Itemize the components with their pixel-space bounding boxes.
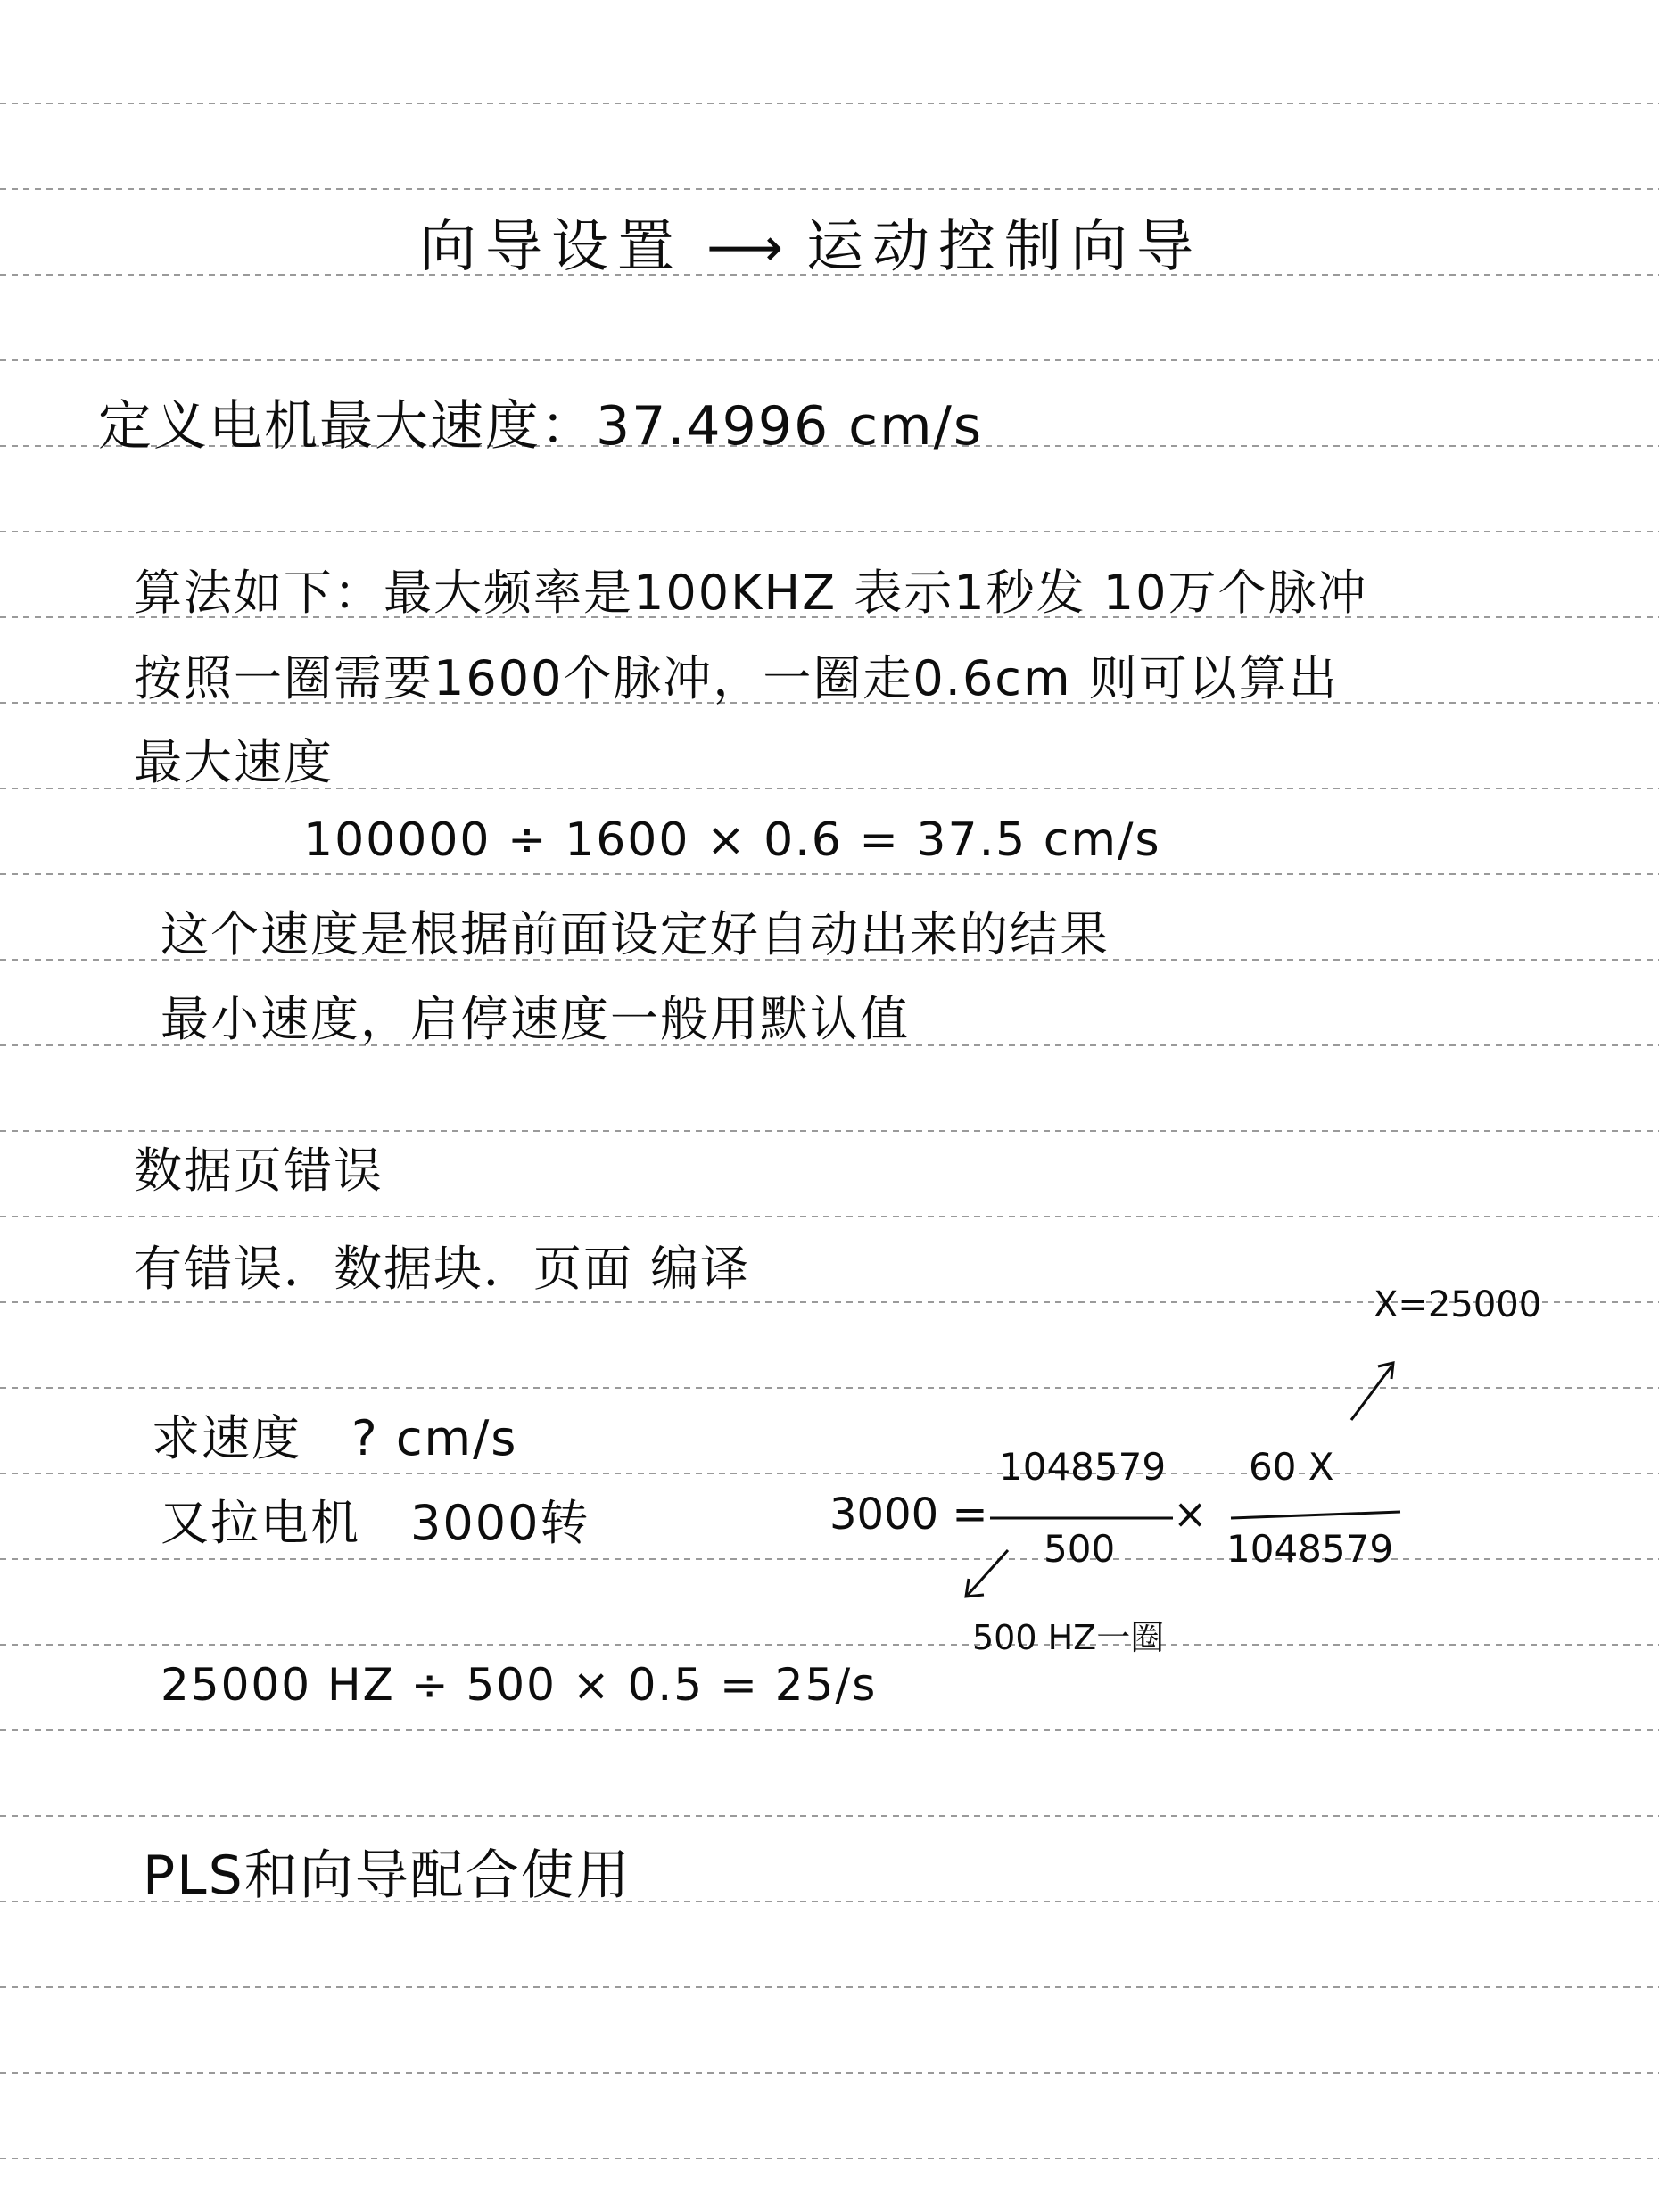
note-line-1: 这个速度是根据前面设定好自动出来的结果 — [161, 906, 1110, 962]
max-speed-definition: 定义电机最大速度：37.4996 cm/s — [98, 395, 984, 458]
frequency-note: 500 HZ一圈 — [972, 1618, 1165, 1657]
fraction-2-numerator: 60 X — [1249, 1445, 1334, 1489]
fraction-1-numerator: 1048579 — [999, 1445, 1167, 1489]
times-sign: × — [1173, 1490, 1208, 1538]
algorithm-line-1: 算法如下：最大频率是100KHZ 表示1秒发 10万个脉冲 — [134, 565, 1368, 621]
x-value: X=25000 — [1374, 1284, 1542, 1325]
error-heading: 数据页错误 — [134, 1143, 384, 1199]
page-title — [419, 201, 1202, 283]
find-speed-line: 求速度 ? cm/s — [152, 1410, 518, 1466]
algorithm-line-2: 按照一圈需要1600个脉冲，一圈走0.6cm 则可以算出 — [134, 650, 1339, 706]
fraction-1-denominator: 500 — [1044, 1527, 1116, 1571]
algorithm-line-3: 最大速度 — [134, 734, 334, 790]
title-right: 运动控制向导 — [806, 214, 1203, 280]
arrow-icon: ⟶ — [706, 217, 784, 279]
fraction-formula — [821, 1284, 1552, 1659]
note-line-2: 最小速度，启停速度一般用默认值 — [161, 991, 910, 1047]
formula-strokes — [821, 1284, 1552, 1659]
error-description: 有错误．数据块．页面 编译 — [134, 1241, 751, 1297]
plc-usage-line: PLS和向导配合使用 — [143, 1845, 631, 1907]
fraction-2-denominator: 1048579 — [1226, 1527, 1394, 1571]
result-calculation: 25000 HZ ÷ 500 × 0.5 = 25/s — [161, 1659, 878, 1711]
motor-line: 又拉电机 3000转 — [161, 1495, 590, 1551]
title-left: 向导设置 — [419, 214, 683, 280]
speed-calculation: 100000 ÷ 1600 × 0.6 = 37.5 cm/s — [303, 813, 1161, 867]
formula-lhs: 3000 = — [830, 1490, 988, 1539]
